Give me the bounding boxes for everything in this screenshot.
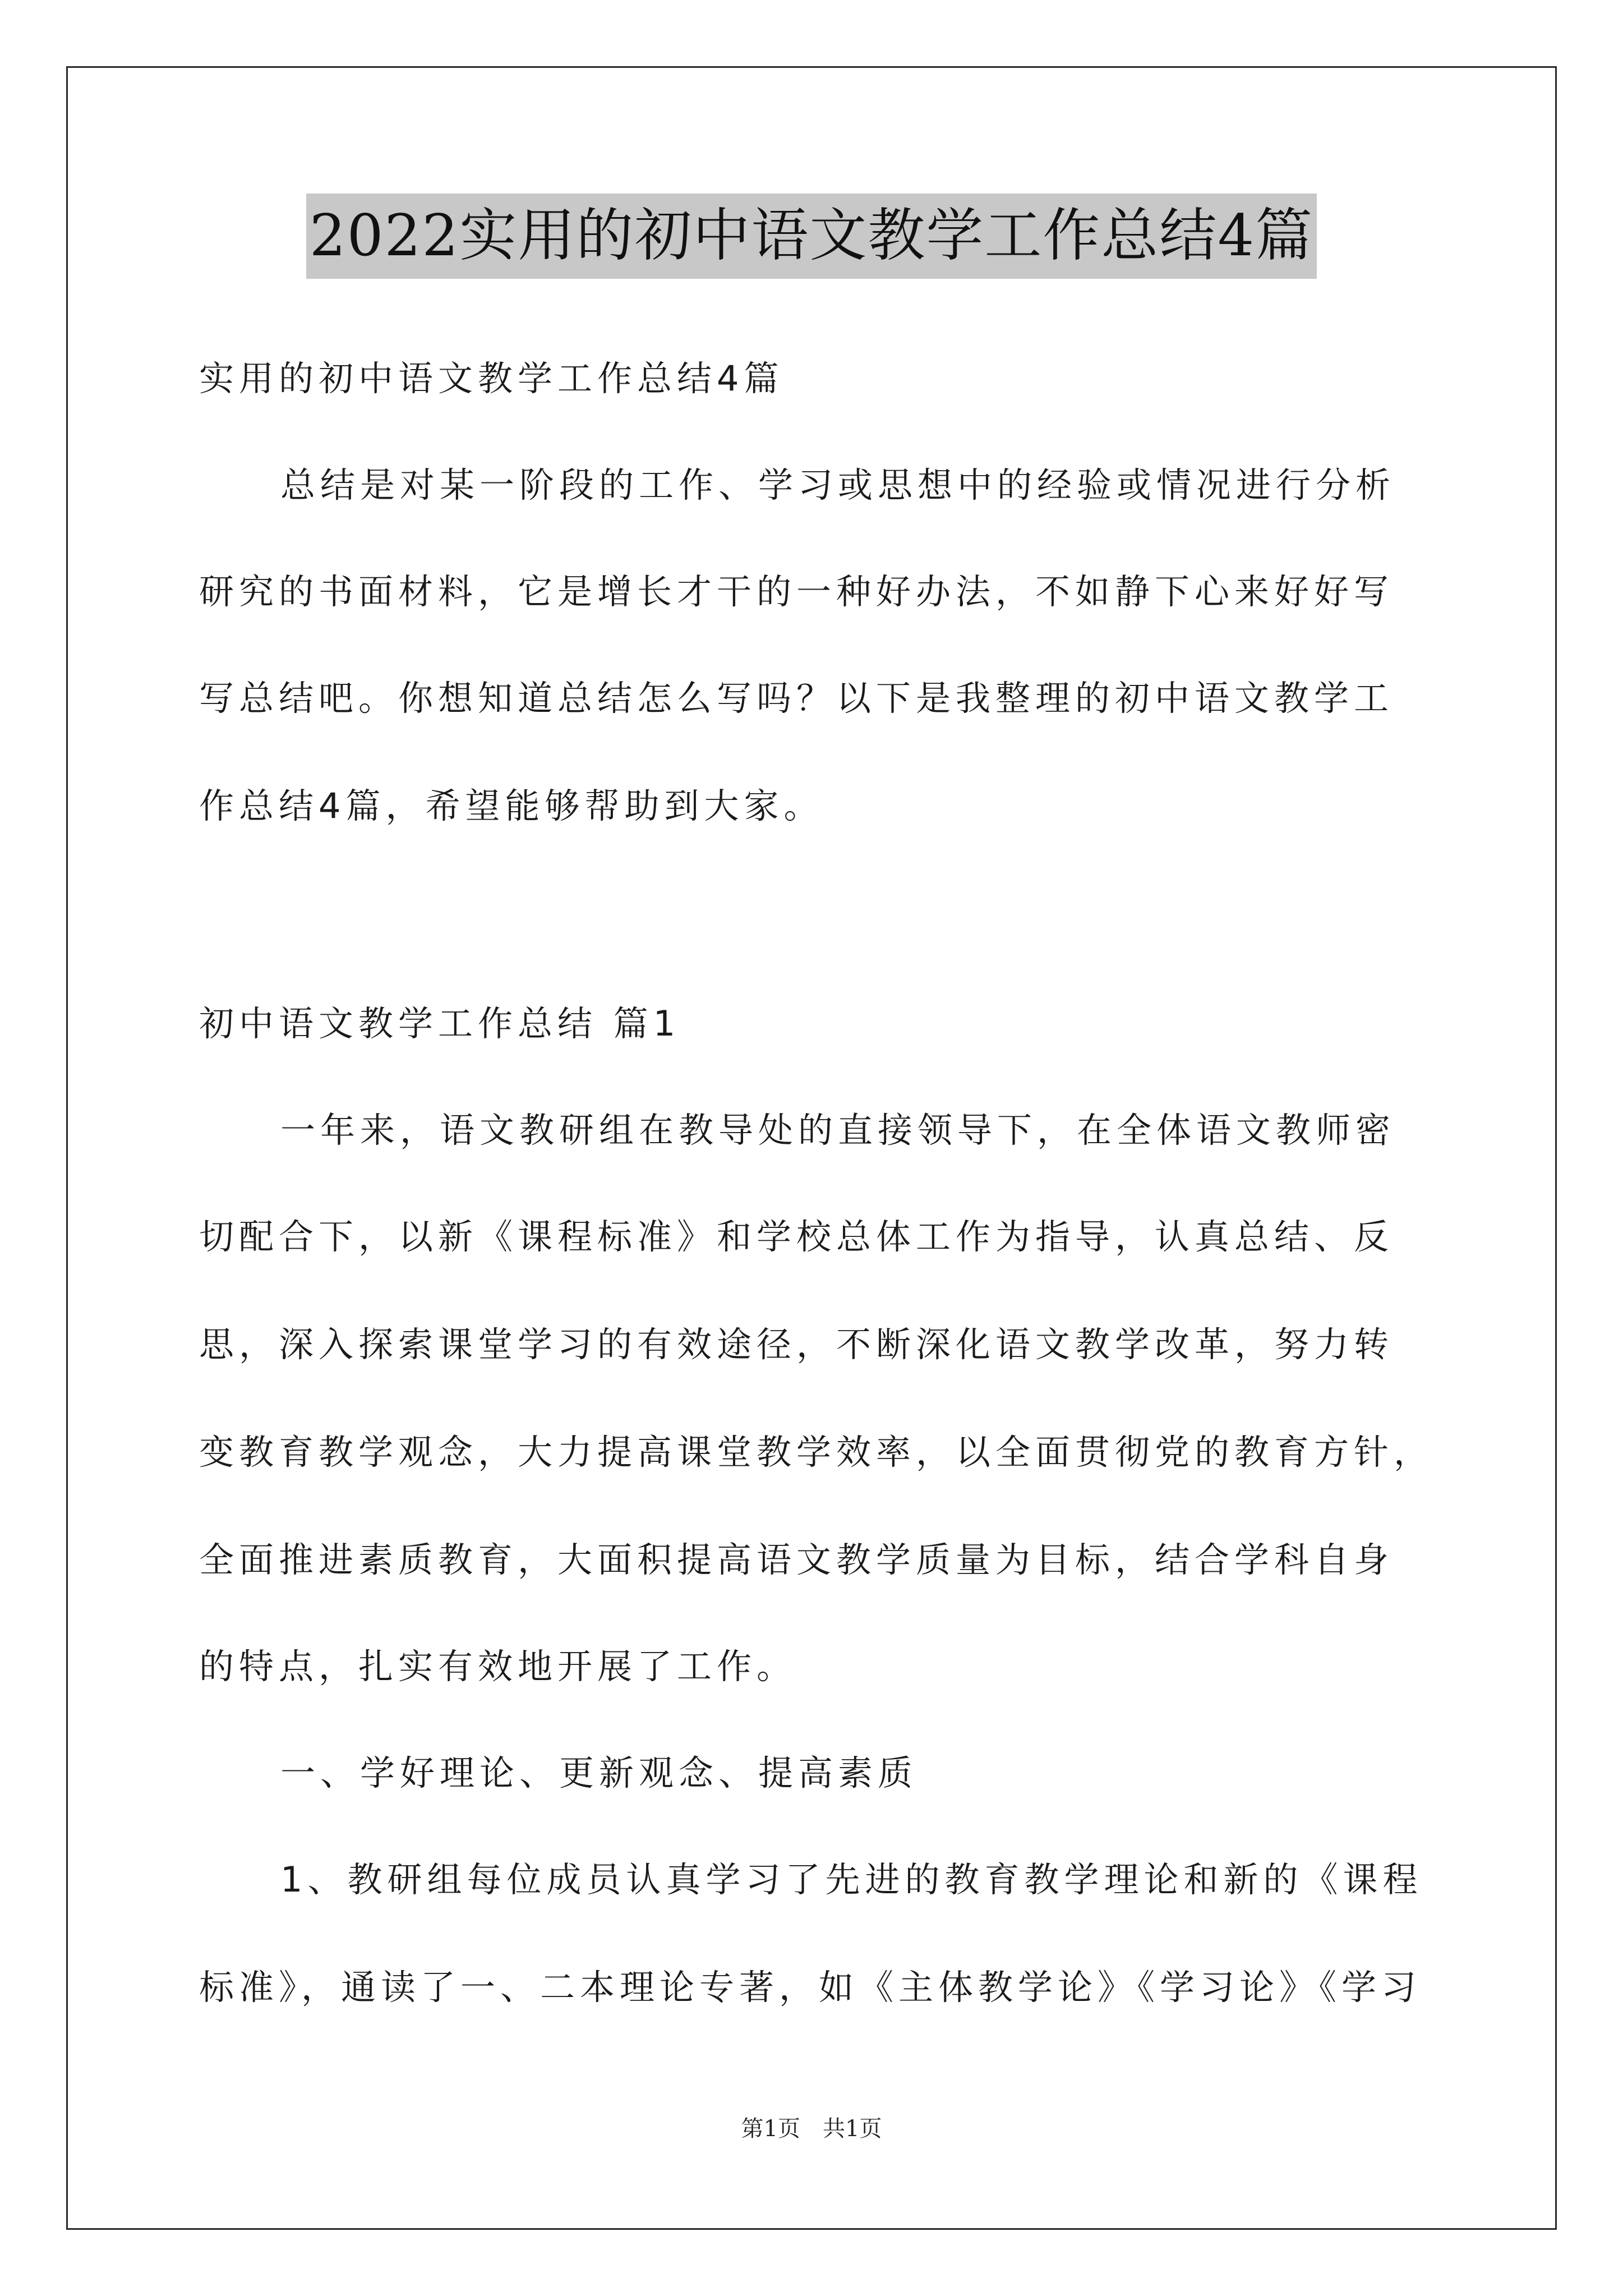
page-footer (0, 2112, 1623, 2146)
intro-line-4: 作总结4篇，希望能够帮助到大家。 (199, 785, 824, 826)
section-line-2: 切配合下，以新《课程标准》和学校总体工作为指导，认真总结、反 (199, 1216, 1394, 1257)
section-line-4: 变教育教学观念，大力提高课堂教学效率，以全面贯彻党的教育方针， (199, 1432, 1434, 1473)
document-subtitle: 实用的初中语文教学工作总结4篇 (199, 358, 784, 399)
intro-line-2: 研究的书面材料，它是增长才干的一种好办法，不如静下心来好好写 (199, 571, 1394, 612)
item-line-2: 标准》，通读了一、二本理论专著，如《主体教学论》《学习论》《学习 (199, 1967, 1422, 2008)
intro-line-1: 总结是对某一阶段的工作、学习或思想中的经验或情况进行分析 (280, 464, 1396, 505)
intro-line-3: 写总结吧。你想知道总结怎么写吗？以下是我整理的初中语文教学工 (199, 678, 1394, 719)
section-heading: 初中语文教学工作总结 篇1 (199, 1003, 681, 1044)
section-line-5: 全面推进素质教育，大面积提高语文教学质量为目标，结合学科自身 (199, 1539, 1394, 1580)
document-title: 2022实用的初中语文教学工作总结4篇 (306, 194, 1317, 279)
sub-heading: 一、学好理论、更新观念、提高素质 (280, 1752, 918, 1793)
section-line-3: 思，深入探索课堂学习的有效途径，不断深化语文教学改革，努力转 (199, 1324, 1394, 1365)
page-number-total: 共1页 (823, 2116, 882, 2142)
section-line-1: 一年来，语文教研组在教导处的直接领导下，在全体语文教师密 (280, 1110, 1396, 1151)
title-container (0, 194, 1623, 279)
item-line-1: 1、教研组每位成员认真学习了先进的教育教学理论和新的《课程 (280, 1859, 1423, 1900)
section-line-6: 的特点，扎实有效地开展了工作。 (199, 1646, 797, 1687)
page-number-current: 第1页 (741, 2116, 800, 2142)
